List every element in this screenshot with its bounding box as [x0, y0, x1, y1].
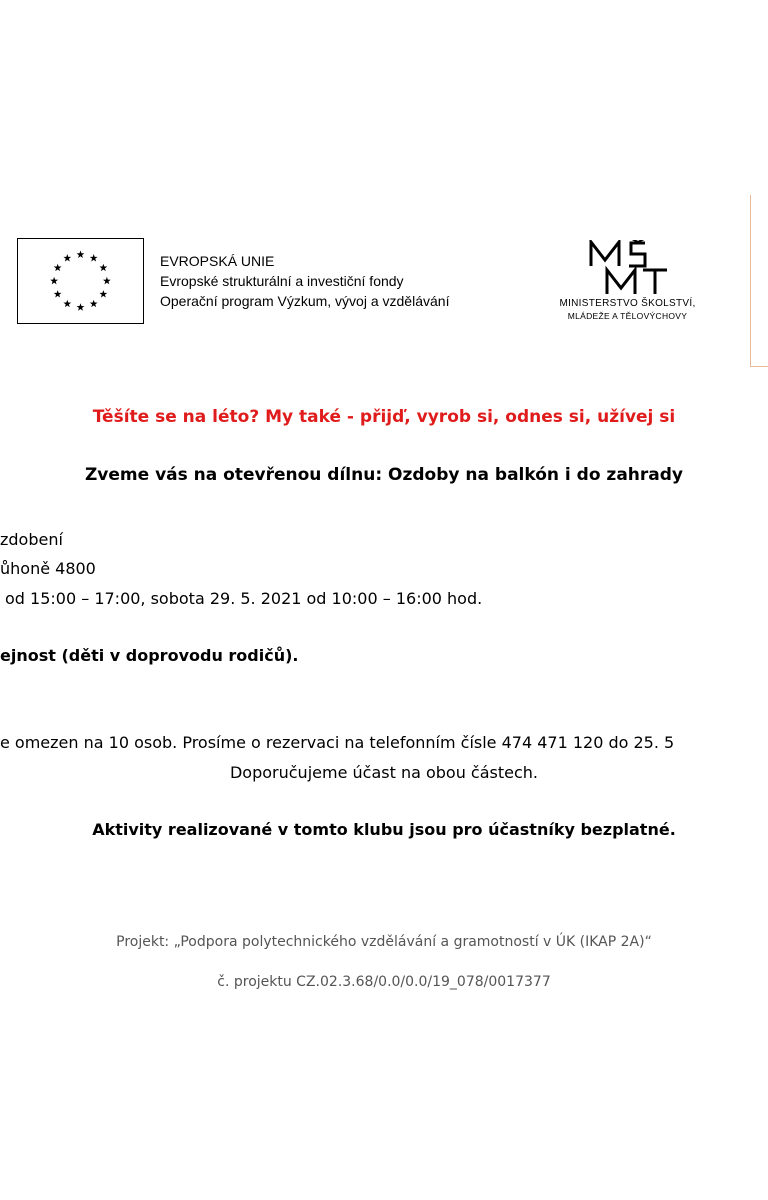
eu-star	[50, 277, 58, 284]
eu-star	[77, 303, 85, 310]
eu-star	[77, 251, 85, 258]
eu-star	[90, 254, 98, 261]
detail-topic: zdobení	[0, 530, 63, 549]
eu-flag-icon	[18, 239, 143, 323]
msmt-name-line2: MLÁDEŽE A TĚLOVÝCHOVY	[567, 311, 688, 321]
audience: ejnost (děti v doprovodu rodičů).	[0, 646, 299, 665]
eu-star	[63, 254, 71, 261]
project-name: Projekt: „Podpora polytechnického vzdělávání a gramotností v ÚK (IKAP 2A)“	[116, 934, 652, 950]
invitation: Zveme vás na otevřenou dílnu: Ozdoby na balkón i do zahrady	[84, 465, 684, 485]
eu-star	[90, 300, 98, 307]
headline: Těšíte se na léto? My také - přijď, vyrob si, odnes si, užívej si	[92, 407, 676, 427]
eu-star	[99, 290, 107, 297]
edge-divider-bottom	[750, 366, 768, 367]
recommendation: Doporučujeme účast na obou částech.	[229, 763, 539, 782]
eu-star	[54, 290, 62, 297]
msmt-logo	[540, 238, 715, 328]
eu-star	[99, 264, 107, 271]
eu-title: EVROPSKÁ UNIE	[160, 253, 275, 269]
eu-text-block	[160, 251, 449, 311]
detail-place: ůhoně 4800	[0, 559, 96, 578]
project-number: č. projektu CZ.02.3.68/0.0/0.0/19_078/0017377	[217, 974, 551, 990]
eu-star	[103, 277, 111, 284]
msmt-name-line1: MINISTERSTVO ŠKOLSTVÍ,	[559, 298, 696, 309]
eu-program: Operační program Výzkum, vývoj a vzdělávání	[160, 293, 450, 309]
eu-funds: Evropské strukturální a investiční fondy	[160, 273, 404, 289]
eu-flag	[17, 238, 144, 324]
free-note: Aktivity realizované v tomto klubu jsou pro účastníky bezplatné.	[92, 820, 676, 839]
eu-star	[63, 300, 71, 307]
eu-star	[54, 264, 62, 271]
capacity: e omezen na 10 osob. Prosíme o rezervaci na telefonním čísle 474 471 120 do 25. 5	[0, 733, 675, 752]
edge-divider	[750, 195, 751, 367]
msmt-logo-icon	[583, 240, 673, 296]
detail-time: od 15:00 – 17:00, sobota 29. 5. 2021 od 10:00 – 16:00 hod.	[5, 589, 483, 608]
